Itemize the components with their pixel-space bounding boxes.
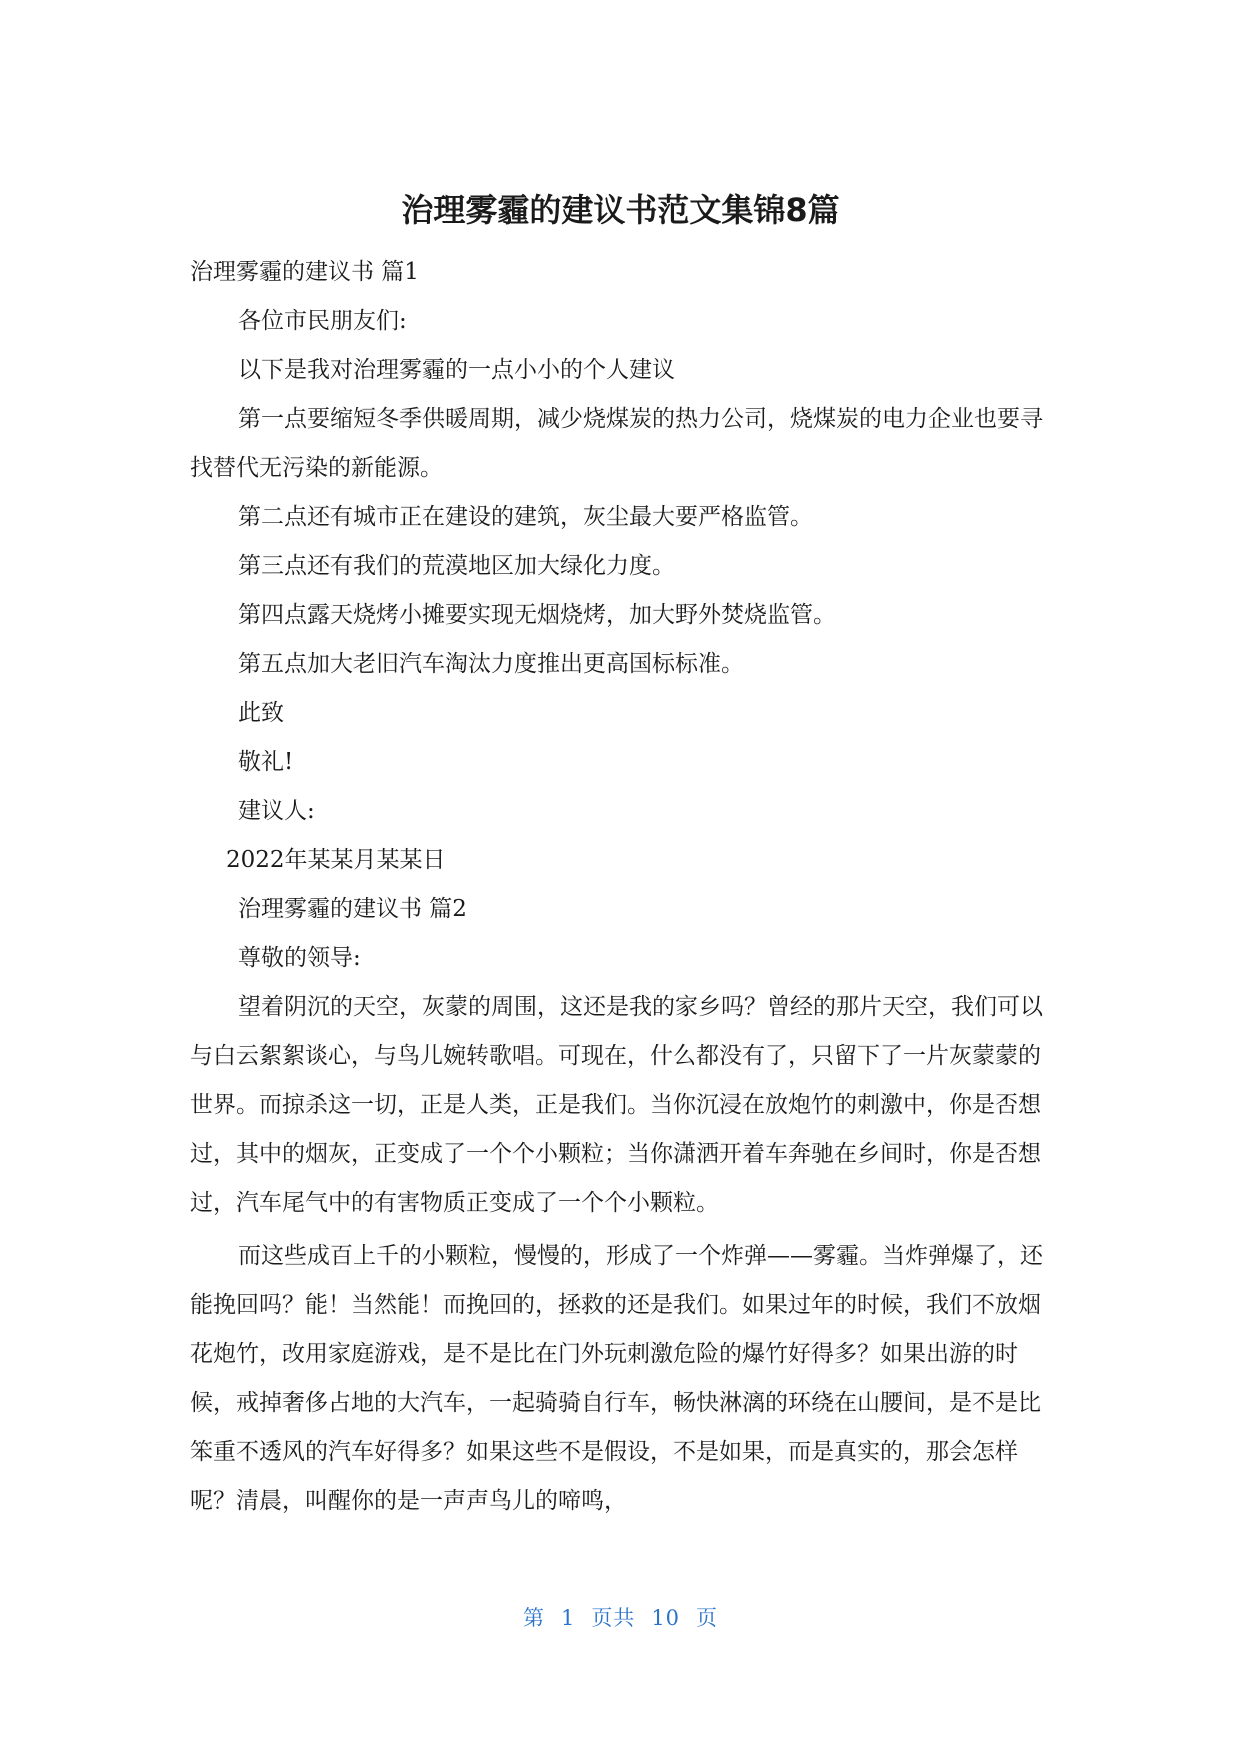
closing-2: 敬礼! xyxy=(238,749,294,775)
intro-line: 以下是我对治理雾霾的一点小小的个人建议 xyxy=(238,357,675,383)
suggestion-3: 第三点还有我们的荒漠地区加大绿化力度。 xyxy=(238,553,675,579)
section-heading-2: 治理雾霾的建议书 篇2 xyxy=(238,896,467,922)
document-body xyxy=(190,248,1050,1526)
footer-suffix: 页 xyxy=(696,1606,719,1630)
footer-page-number: 1 xyxy=(560,1606,576,1630)
body-paragraph-1: 望着阴沉的天空，灰蒙的周围，这还是我的家乡吗？曾经的那片天空，我们可以与白云絮絮谈心，与鸟儿婉转歌唱。可现在，什么都没有了，只留下了一片灰蒙蒙的世界。而掠杀这一切，正是人类，正是我们。当你沉浸在放炮竹的刺激中，你是否想过，其中的烟灰，正变成了一个个小颗粒；当你潇洒开着车奔驰在乡间时，你是否想过，汽车尾气中的有害物质正变成了一个个小颗粒。 xyxy=(190,994,1043,1216)
footer-middle: 页共 xyxy=(591,1606,636,1630)
footer-prefix: 第 xyxy=(522,1606,545,1630)
suggestion-2: 第二点还有城市正在建设的建筑，灰尘最大要严格监管。 xyxy=(238,504,813,530)
footer-total-pages: 10 xyxy=(651,1606,681,1630)
salutation: 各位市民朋友们: xyxy=(238,308,407,334)
closing-1: 此致 xyxy=(238,700,284,726)
body-paragraph-2: 而这些成百上千的小颗粒，慢慢的，形成了一个炸弹——雾霾。当炸弹爆了，还能挽回吗？能！当然能！而挽回的，拯救的还是我们。如果过年的时候，我们不放烟花炮竹，改用家庭游戏，是不是比在门外玩刺激危险的爆竹好得多？如果出游的时候，戒掉奢侈占地的大汽车，一起骑骑自行车，畅快淋漓的环绕在山腰间，是不是比笨重不透风的汽车好得多？如果这些不是假设，不是如果，而是真实的，那会怎样呢？清晨，叫醒你的是一声声鸟儿的啼鸣， xyxy=(190,1243,1043,1514)
page-footer xyxy=(0,1602,1241,1632)
suggestion-4: 第四点露天烧烤小摊要实现无烟烧烤，加大野外焚烧监管。 xyxy=(238,602,836,628)
signature-label: 建议人: xyxy=(238,798,315,824)
suggestion-5: 第五点加大老旧汽车淘汰力度推出更高国标标准。 xyxy=(238,651,744,677)
salutation-2: 尊敬的领导: xyxy=(238,945,361,971)
date-line: 2022年某某月某某日 xyxy=(226,847,446,873)
section-heading-1: 治理雾霾的建议书 篇1 xyxy=(190,259,419,285)
document-title: 治理雾霾的建议书范文集锦8篇 xyxy=(401,191,840,229)
suggestion-1: 第一点要缩短冬季供暖周期，减少烧煤炭的热力公司，烧煤炭的电力企业也要寻找替代无污染的新能源。 xyxy=(190,406,1043,481)
